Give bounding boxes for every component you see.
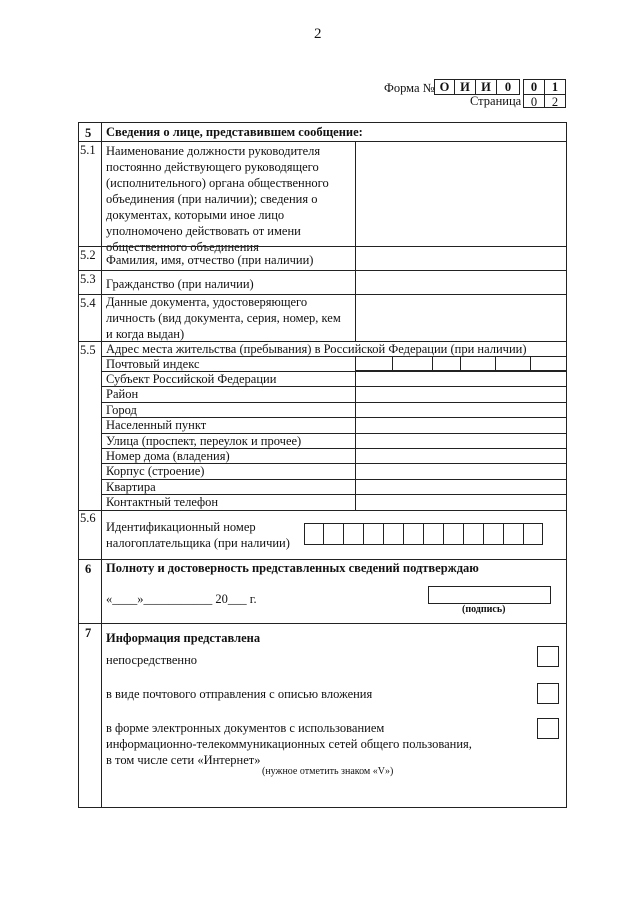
section5-number: 5 (85, 126, 92, 140)
row-5-3-value[interactable] (356, 271, 566, 294)
address-district-value[interactable] (356, 387, 566, 401)
address-settlement-value[interactable] (356, 418, 566, 432)
inn-cell-divider (503, 523, 504, 545)
inn-cell-divider (343, 523, 344, 545)
address-street-label: Улица (проспект, переулок и прочее) (106, 434, 302, 448)
row-5-2-number: 5.2 (80, 248, 96, 262)
address-building-label: Корпус (строение) (106, 464, 205, 478)
form-label: Форма № (384, 81, 435, 95)
address-city-label: Город (106, 403, 137, 417)
row-5-5-number: 5.5 (80, 343, 96, 357)
row-divider (78, 510, 567, 511)
option-electronic-checkbox[interactable] (537, 718, 559, 739)
section6-title: Полноту и достоверность представленных сведений подтверждаю (106, 561, 479, 575)
row-5-3-number: 5.3 (80, 272, 96, 286)
postal-cell-divider (460, 356, 461, 371)
address-region-label: Субъект Российской Федерации (106, 372, 277, 386)
row-5-4-value[interactable] (356, 295, 566, 341)
row-5-1-label: Наименование должности руководителя постоянно действующего руководящего (исполнительного) органа общественного объединения (при наличии); сведения о документах, которыми иное лицо уполномочено действовать от имени общественного объединения (106, 144, 329, 254)
row-5-4-label: Данные документа, удостоверяющего личность (вид документа, серия, номер, кем и когда выдан) (106, 295, 341, 341)
row-5-3-label: Гражданство (при наличии) (106, 277, 254, 291)
inn-cell-divider (463, 523, 464, 545)
inn-cell-divider (363, 523, 364, 545)
inn-cell-divider (383, 523, 384, 545)
option-direct-label: непосредственно (106, 653, 198, 667)
page-number: 2 (314, 26, 322, 42)
number-column-divider (101, 122, 102, 808)
contact-phone-label: Контактный телефон (106, 495, 219, 509)
inn-cell-divider (323, 523, 324, 545)
option-postal-checkbox[interactable] (537, 683, 559, 704)
page-cell-1: 0 (523, 94, 545, 108)
address-house-label: Номер дома (владения) (106, 449, 230, 463)
address-city-value[interactable] (356, 403, 566, 417)
inn-cell-divider (483, 523, 484, 545)
option-direct-checkbox[interactable] (537, 646, 559, 667)
inn-cell-divider (403, 523, 404, 545)
section6-date[interactable]: «____»___________ 20___ г. (106, 592, 257, 606)
inn-cell-divider (423, 523, 424, 545)
address-building-value[interactable] (356, 464, 566, 478)
row-5-1-number: 5.1 (80, 143, 96, 157)
form-cell-6: 1 (544, 79, 566, 95)
marking-note: (нужное отметить знаком «V») (262, 766, 394, 777)
address-apartment-value[interactable] (356, 480, 566, 494)
address-apartment-label: Квартира (106, 480, 156, 494)
postal-cell-divider (432, 356, 433, 371)
section7-number: 7 (85, 626, 92, 640)
form-cell-5: 0 (523, 79, 545, 95)
postal-cell-divider (495, 356, 496, 371)
row-5-1-value[interactable] (356, 142, 566, 246)
address-street-value[interactable] (356, 434, 566, 448)
signature-field[interactable] (428, 586, 551, 604)
postal-index-input[interactable] (355, 356, 567, 371)
postal-cell-divider (392, 356, 393, 371)
page-cell-2: 2 (544, 94, 566, 108)
option-postal-label: в виде почтового отправления с описью вложения (106, 687, 373, 701)
contact-phone-value[interactable] (356, 495, 566, 509)
form-cell-1: О (434, 79, 455, 95)
signature-label: (подпись) (462, 604, 506, 615)
row-5-4-number: 5.4 (80, 296, 96, 310)
row-5-6-label: Идентификационный номер налогоплательщика (при наличии) (106, 520, 290, 550)
row-5-2-value[interactable] (356, 247, 566, 270)
postal-cell-divider (530, 356, 531, 371)
section5-title: Сведения о лице, представившем сообщение: (106, 125, 363, 139)
row-5-5-title: Адрес места жительства (пребывания) в Российской Федерации (при наличии) (106, 342, 527, 356)
address-region-value[interactable] (356, 372, 566, 386)
row-5-2-label: Фамилия, имя, отчество (при наличии) (106, 253, 314, 267)
option-electronic-label: в форме электронных документов с использованием информационно-телекоммуникационных сетей общего пользования, в том числе сети «Интернет» (106, 721, 472, 767)
section6-number: 6 (85, 562, 92, 576)
section7-title: Информация представлена (106, 631, 261, 645)
row-5-6-number: 5.6 (80, 511, 96, 525)
address-district-label: Район (106, 387, 139, 401)
inn-cell-divider (523, 523, 524, 545)
address-postal-index-label: Почтовый индекс (106, 357, 200, 371)
row-divider (78, 623, 567, 624)
page-label: Страница (470, 94, 522, 108)
inn-cell-divider (443, 523, 444, 545)
form-cell-2: И (454, 79, 476, 95)
form-cell-4: 0 (496, 79, 520, 95)
address-settlement-label: Населенный пункт (106, 418, 207, 432)
address-house-value[interactable] (356, 449, 566, 463)
form-cell-3: И (475, 79, 497, 95)
